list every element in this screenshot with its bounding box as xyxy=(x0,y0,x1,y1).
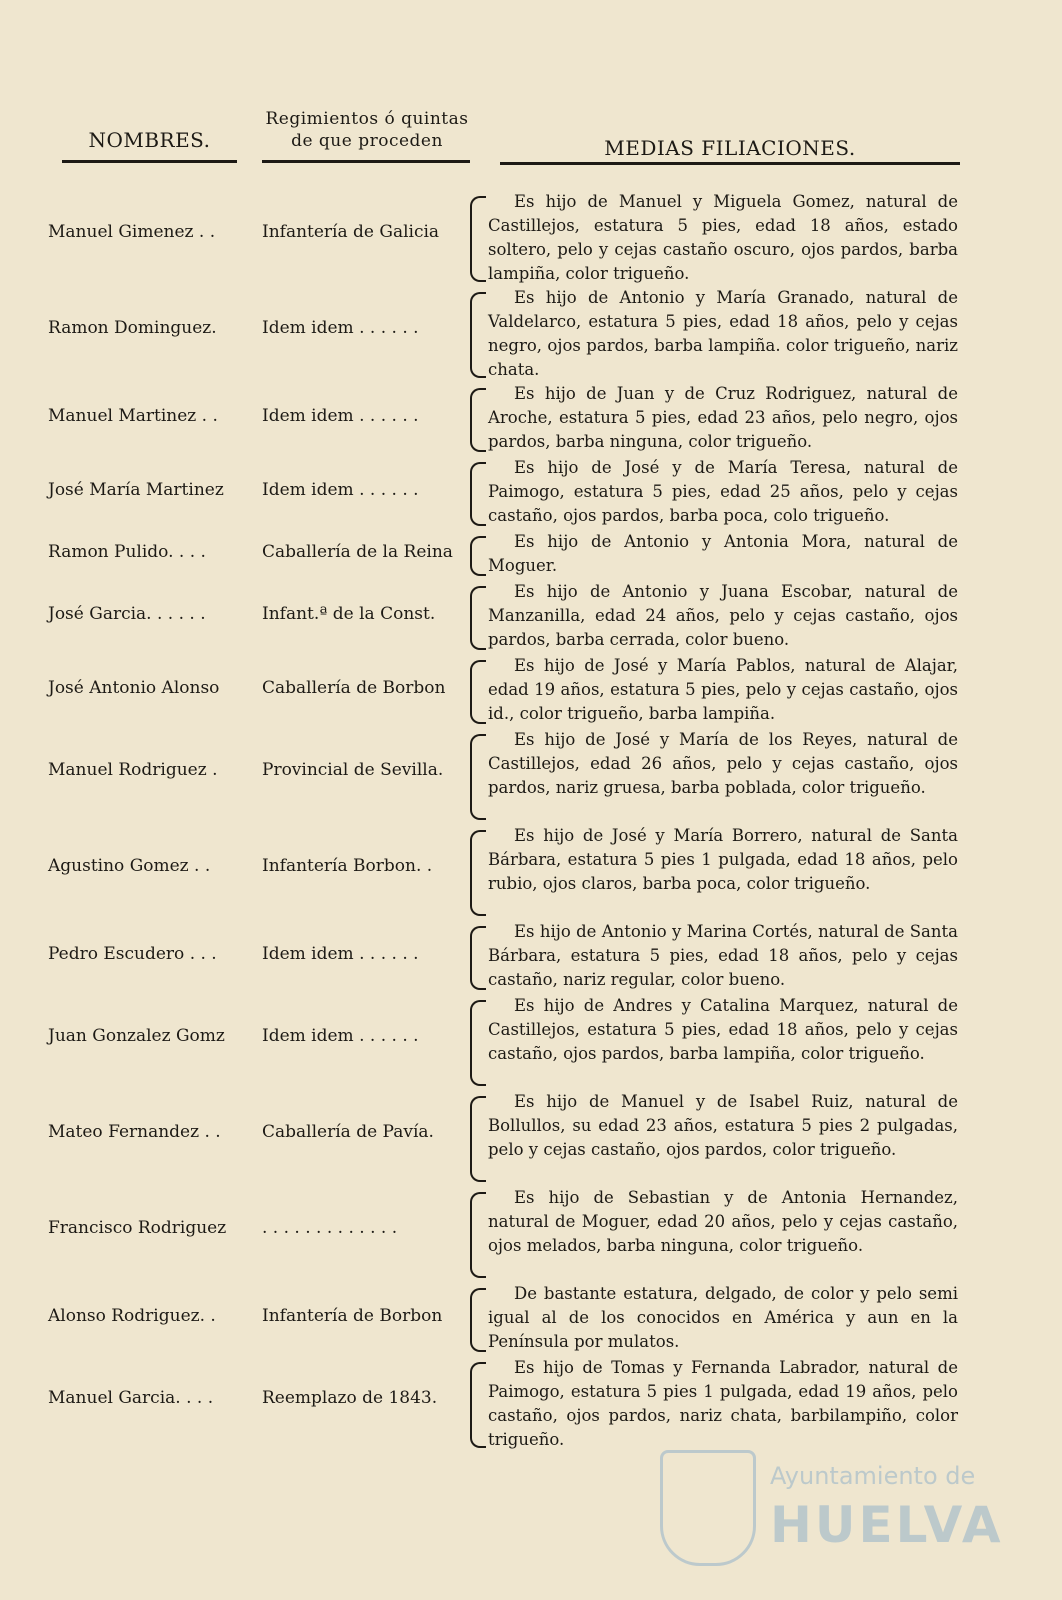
entry-name: José Garcia. . . . . . xyxy=(48,604,206,624)
entry-description: De bastante estatura, delgado, de color y pelo semi igual al de los conocidos en América y aun en la Península por mulatos. xyxy=(488,1284,958,1351)
watermark-line2: HUELVA xyxy=(770,1496,1004,1554)
entry-description: Es hijo de Manuel y de Isabel Ruiz, natural de Bollullos, su edad 23 años, estatura 5 pies 2 pulgadas, pelo y cejas castaño, ojos pardos, color trigueño. xyxy=(488,1092,958,1159)
watermark xyxy=(660,1450,1004,1560)
entry-regiment: Provincial de Sevilla. xyxy=(262,760,444,780)
entry-brace xyxy=(470,1362,486,1448)
entry-name: Mateo Fernandez . . xyxy=(48,1122,221,1142)
entry-description: Es hijo de José y María Borrero, natural de Santa Bárbara, estatura 5 pies 1 pulgada, edad 18 años, pelo rubio, ojos claros, barba poca, color trigueño. xyxy=(488,826,958,893)
watermark-line1: Ayuntamiento de xyxy=(770,1462,976,1490)
entry-regiment: Reemplazo de 1843. xyxy=(262,1388,438,1408)
entry-regiment: Idem idem . . . . . . xyxy=(262,1026,419,1046)
entry-brace xyxy=(470,830,486,916)
entry-name: José Antonio Alonso xyxy=(48,678,220,698)
header-names: NOMBRES. xyxy=(88,128,211,152)
header-rule-names xyxy=(62,160,237,163)
entry-regiment: Idem idem . . . . . . xyxy=(262,944,419,964)
entry-name: José María Martinez xyxy=(48,480,224,500)
entry-regiment: Infantería Borbon. . xyxy=(262,856,433,876)
entry-brace xyxy=(470,1096,486,1182)
entry-regiment: Idem idem . . . . . . xyxy=(262,480,419,500)
entry-brace xyxy=(470,1000,486,1086)
entry-description: Es hijo de Juan y de Cruz Rodriguez, natural de Aroche, estatura 5 pies, edad 23 años, pelo negro, ojos pardos, barba ninguna, color trigueño. xyxy=(488,384,958,451)
entry-regiment: Infant.ª de la Const. xyxy=(262,604,436,624)
entry-name: Manuel Martinez . . xyxy=(48,406,218,426)
entry-description: Es hijo de Antonio y Juana Escobar, natural de Manzanilla, edad 24 años, pelo y cejas castaño, ojos pardos, barba cerrada, color bueno. xyxy=(488,582,958,649)
entry-name: Juan Gonzalez Gomz xyxy=(48,1026,225,1046)
entry-name: Manuel Rodriguez . xyxy=(48,760,218,780)
entry-regiment: Caballería de Pavía. xyxy=(262,1122,434,1142)
entry-description: Es hijo de Andres y Catalina Marquez, natural de Castillejos, estatura 5 pies, edad 18 años, pelo y cejas castaño, ojos pardos, barba lampiña, color trigueño. xyxy=(488,996,958,1063)
entry-brace xyxy=(470,926,486,990)
entry-regiment: Idem idem . . . . . . xyxy=(262,318,419,338)
entry-brace xyxy=(470,536,486,576)
coat-of-arms-icon xyxy=(660,1450,756,1566)
entry-regiment: Infantería de Borbon xyxy=(262,1306,443,1326)
entry-brace xyxy=(470,660,486,724)
entry-regiment: . . . . . . . . . . . . . xyxy=(262,1218,398,1238)
entry-name: Manuel Garcia. . . . xyxy=(48,1388,214,1408)
header-rule-filiaciones xyxy=(500,162,960,165)
entry-brace xyxy=(470,292,486,378)
entry-description: Es hijo de Tomas y Fernanda Labrador, natural de Paimogo, estatura 5 pies 1 pulgada, edad 19 años, pelo castaño, ojos pardos, nariz chata, barbilampiño, color trigueño. xyxy=(488,1358,958,1449)
entry-name: Pedro Escudero . . . xyxy=(48,944,217,964)
entry-name: Manuel Gimenez . . xyxy=(48,222,216,242)
entry-brace xyxy=(470,388,486,452)
entry-description: Es hijo de Antonio y Marina Cortés, natural de Santa Bárbara, estatura 5 pies, edad 18 años, pelo y cejas castaño, nariz regular, color bueno. xyxy=(488,922,958,989)
header-rule-regiments xyxy=(262,160,470,163)
entry-name: Alonso Rodriguez. . xyxy=(48,1306,216,1326)
entry-brace xyxy=(470,196,486,282)
entry-description: Es hijo de José y María Pablos, natural de Alajar, edad 19 años, estatura 5 pies, pelo y cejas castaño, ojos id., color trigueño, barba lampiña. xyxy=(488,656,958,723)
entry-regiment: Caballería de Borbon xyxy=(262,678,446,698)
entry-brace xyxy=(470,1192,486,1278)
entry-name: Ramon Dominguez. xyxy=(48,318,217,338)
entry-brace xyxy=(470,734,486,820)
entry-description: Es hijo de Manuel y Miguela Gomez, natural de Castillejos, estatura 5 pies, edad 18 años, estado soltero, pelo y cejas castaño oscuro, ojos pardos, barba lampiña, color trigueño. xyxy=(488,192,958,283)
entry-name: Francisco Rodriguez xyxy=(48,1218,227,1238)
entry-description: Es hijo de Antonio y María Granado, natural de Valdelarco, estatura 5 pies, edad 18 años, pelo y cejas negro, ojos pardos, barba lampiña. color trigueño, nariz chata. xyxy=(488,288,958,379)
entry-description: Es hijo de José y de María Teresa, natural de Paimogo, estatura 5 pies, edad 25 años, pelo y cejas castaño, ojos pardos, barba poca, colo trigueño. xyxy=(488,458,958,525)
entry-name: Agustino Gomez . . xyxy=(48,856,211,876)
entry-brace xyxy=(470,1288,486,1352)
entry-regiment: Idem idem . . . . . . xyxy=(262,406,419,426)
entry-regiment: Caballería de la Reina xyxy=(262,542,453,562)
entry-brace xyxy=(470,586,486,650)
header-regiments: Regimientos ó quintas de que proceden xyxy=(265,109,469,151)
entry-description: Es hijo de Sebastian y de Antonia Hernandez, natural de Moguer, edad 20 años, pelo y cejas castaño, ojos melados, barba ninguna, color trigueño. xyxy=(488,1188,958,1255)
entry-description: Es hijo de José y María de los Reyes, natural de Castillejos, edad 26 años, pelo y cejas castaño, ojos pardos, nariz gruesa, barba poblada, color trigueño. xyxy=(488,730,958,797)
entry-description: Es hijo de Antonio y Antonia Mora, natural de Moguer. xyxy=(488,532,958,575)
header-filiaciones: MEDIAS FILIACIONES. xyxy=(604,136,856,160)
entry-brace xyxy=(470,462,486,526)
entry-regiment: Infantería de Galicia xyxy=(262,222,440,242)
entry-name: Ramon Pulido. . . . xyxy=(48,542,206,562)
